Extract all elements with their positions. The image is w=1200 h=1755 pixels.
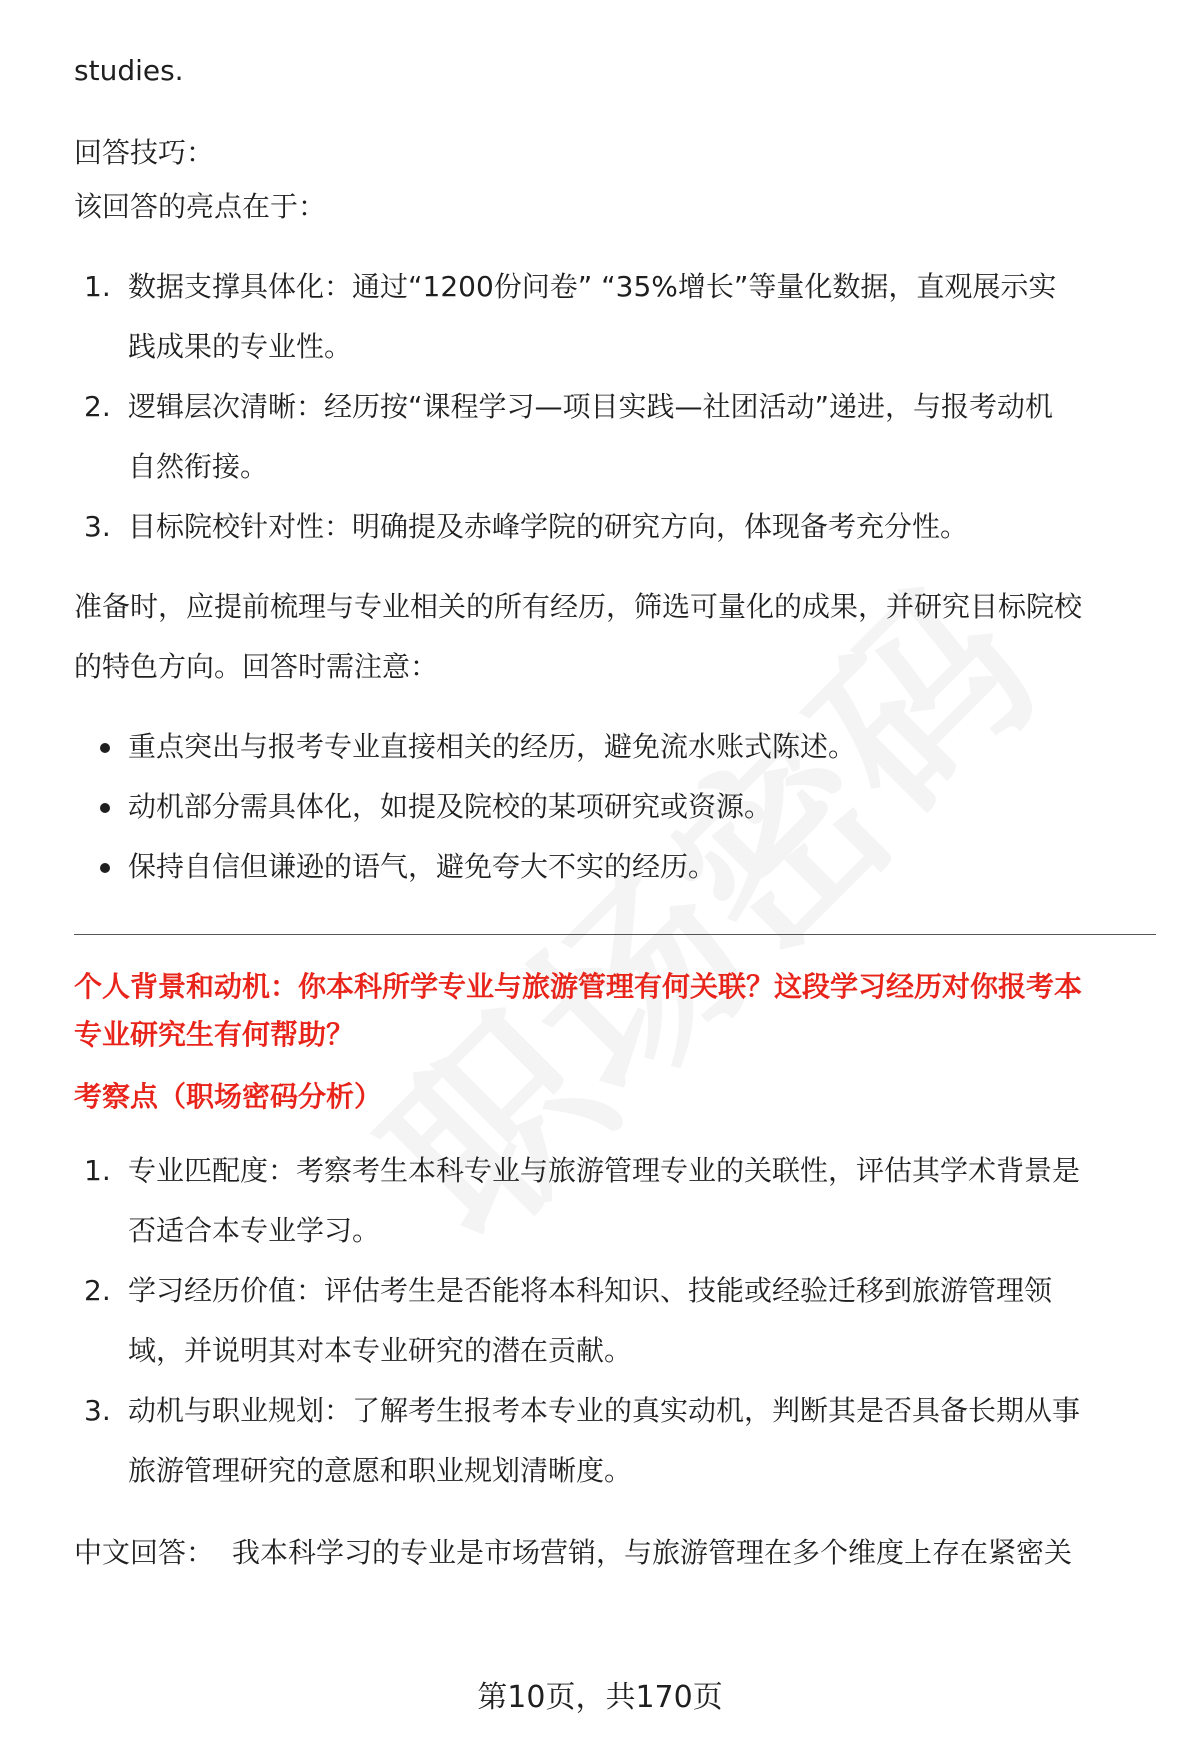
prep-paragraph-line: 的特色方向。回答时需注意：: [74, 650, 439, 683]
list-item: 3. 动机与职业规划：了解考生报考本专业的真实动机，判断其是否具备长期从事: [84, 1394, 1081, 1427]
page-number: 第10页，共170页: [477, 1680, 723, 1715]
document-page: [74, 0, 1156, 1583]
bullet-icon: [100, 863, 110, 873]
tips-heading: 回答技巧：: [74, 136, 215, 169]
list-item-continuation: 践成果的专业性。: [128, 330, 353, 363]
answer-label: 中文回答：: [74, 1536, 215, 1569]
list-item: 1. 专业匹配度：考察考生本科专业与旅游管理专业的关联性，评估其学术背景是: [84, 1154, 1081, 1187]
divider: [74, 934, 1156, 935]
bullet-icon: [100, 803, 110, 813]
list-item: 重点突出与报考专业直接相关的经历，避免流水账式陈述。: [74, 717, 1156, 777]
question-heading: 个人背景和动机：你本科所学专业与旅游管理有何关联？这段学习经历对你报考本 专业研究生有何帮助？: [74, 970, 1083, 1051]
list-item-continuation: 否适合本专业学习。: [128, 1214, 381, 1247]
list-item: 1. 数据支撑具体化：通过“1200份问卷” “35%增长”等量化数据，直观展示实: [84, 270, 1057, 303]
paragraph-fragment: studies.: [74, 54, 184, 87]
analysis-points-list: [74, 1141, 1156, 1501]
list-item-continuation: 域，并说明其对本专业研究的潜在贡献。: [128, 1334, 633, 1367]
bullet-icon: [100, 743, 110, 753]
notes-list: [74, 717, 1156, 897]
highlights-list: [74, 257, 1156, 557]
answer-text: 我本科学习的专业是市场营销，与旅游管理在多个维度上存在紧密关: [232, 1536, 1073, 1569]
list-item: 3. 目标院校针对性：明确提及赤峰学院的研究方向，体现备考充分性。: [84, 510, 969, 543]
list-item: 2. 逻辑层次清晰：经历按“课程学习—项目实践—社团活动”递进，与报考动机: [84, 390, 1054, 423]
tips-intro: 该回答的亮点在于：: [74, 190, 327, 223]
prep-paragraph-line: 准备时，应提前梳理与专业相关的所有经历，筛选可量化的成果，并研究目标院校: [74, 590, 1083, 623]
list-item-continuation: 自然衔接。: [128, 450, 269, 483]
answer-paragraph: [74, 1523, 1156, 1583]
analysis-heading: 考察点（职场密码分析）: [74, 1080, 383, 1113]
list-item: 2. 学习经历价值：评估考生是否能将本科知识、技能或经验迁移到旅游管理领: [84, 1274, 1053, 1307]
list-item: 保持自信但谦逊的语气，避免夸大不实的经历。: [74, 837, 1156, 897]
list-item-continuation: 旅游管理研究的意愿和职业规划清晰度。: [128, 1454, 633, 1487]
list-item: 动机部分需具体化，如提及院校的某项研究或资源。: [74, 777, 1156, 837]
